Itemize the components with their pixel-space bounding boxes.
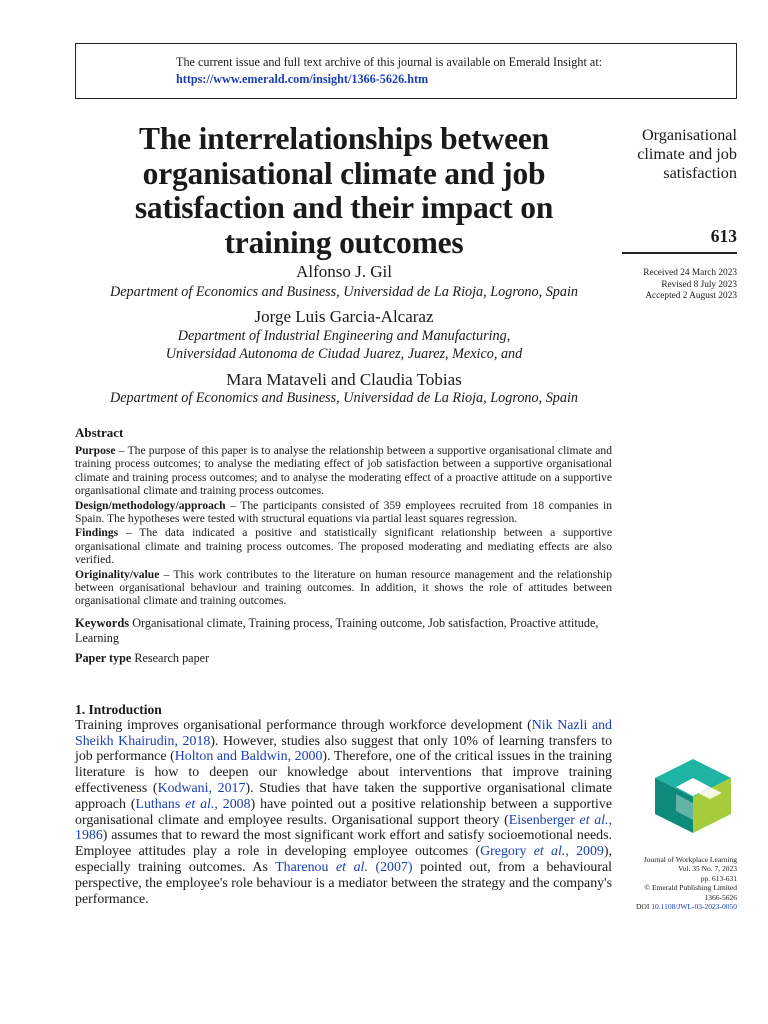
purpose-text: – The purpose of this paper is to analyse the relationship between a supportive organisational climate and training process outcomes; to analyse the mediating effect of job satisfaction between a supportive organisational climate and training process outcomes; and to analyse the moderating effect of a proactive attitude on a supportive organisational climate and training process outcomes.	[75, 444, 612, 497]
introduction-heading: 1. Introduction	[75, 702, 162, 717]
abstract-heading: Abstract	[75, 425, 124, 440]
design-label: Design/methodology/approach	[75, 498, 226, 512]
findings-text: – The data indicated a positive and statistically significant relationship between a supportive organisational climate and training process outcomes. The proposed moderating and mediating effects are also verified.	[75, 526, 612, 566]
journal-url-link[interactable]: https://www.emerald.com/insight/1366-5626.htm	[176, 72, 429, 86]
citation-link-holton[interactable]: Holton and Baldwin, 2000	[174, 749, 323, 765]
citation-year: , 2008	[214, 796, 251, 812]
abstract-design	[75, 499, 612, 525]
author-name-2: Jorge Luis Garcia-Alcaraz	[254, 307, 434, 326]
intro-text: pointed out, from a behavioural perspective, the employee's role behaviour is a mediator between the strategy and the company's performance.	[75, 859, 613, 907]
journal-issn: 1366-5626	[704, 892, 737, 902]
page-number: 613	[710, 226, 737, 246]
notice-text: The current issue and full text archive of this journal is available on Emerald Insight at:	[176, 55, 603, 69]
citation-etal: et al.	[579, 812, 609, 828]
journal-doi	[612, 902, 737, 911]
findings-label: Findings	[75, 526, 119, 540]
abstract-block	[75, 426, 612, 666]
introduction-section	[75, 702, 612, 907]
journal-notice-box	[75, 43, 737, 99]
citation-link-kodwani[interactable]: Kodwani, 2017	[157, 780, 246, 796]
intro-text: ). Studies that have taken the supportive organisational climate approach (	[75, 780, 612, 812]
received-dates	[612, 268, 737, 303]
design-text: – The participants consisted of 359 employees recruited from 18 companies in Spain. The hypotheses were tested with structural equations via partial least squares regression.	[75, 498, 612, 525]
citation-author: Eisenberger	[508, 812, 580, 828]
intro-text: ). Therefore, one of the critical issues in the training literature is how to deepen our knowledge about interventions that improve training effectiveness (	[75, 749, 613, 796]
abstract-originality	[75, 568, 612, 608]
author-affiliation-2a: Department of Industrial Engineering and Manufacturing,	[177, 328, 511, 344]
intro-text: ). However, studies also suggest that only 10% of learning transfers to job performance (	[75, 733, 613, 765]
originality-label: Originality/value	[75, 567, 160, 581]
keywords	[75, 616, 612, 645]
author-name-3: Mara Mataveli and Claudia Tobias	[226, 370, 462, 389]
citation-year: , 2009	[565, 844, 604, 860]
citation-year: , 1986	[75, 812, 613, 844]
journal-name: Journal of Workplace Learning	[643, 855, 737, 864]
journal-copyright: © Emerald Publishing Limited	[644, 883, 737, 893]
doi-link[interactable]: 10.1108/JWL-03-2023-0050	[651, 902, 737, 912]
citation-link-luthans[interactable]	[135, 797, 250, 812]
author-affiliation-3: Department of Economics and Business, Universidad de La Rioja, Logrono, Spain	[109, 390, 579, 406]
emerald-logo-icon	[646, 758, 740, 834]
author-affiliation-1: Department of Economics and Business, Universidad de La Rioja, Logrono, Spain	[109, 284, 579, 300]
keywords-label: Keywords	[75, 616, 130, 631]
article-title: The interrelationships between organisational climate and job satisfaction and their impact on training outcomes	[134, 121, 554, 260]
date-received: Received 24 March 2023	[643, 268, 737, 278]
intro-text: ) have pointed out a positive relationship between a supportive organisational climate and employee results. Organisational support theory (	[75, 796, 612, 828]
margin-rule	[622, 252, 737, 254]
journal-info	[612, 855, 737, 911]
citation-author: Tharenou	[275, 859, 336, 875]
abstract-purpose	[75, 444, 612, 497]
paper-type-label: Paper type	[75, 651, 132, 666]
introduction-paragraph	[75, 718, 612, 908]
date-accepted: Accepted 2 August 2023	[645, 291, 737, 301]
running-head: Organisational climate and job satisfaction	[637, 126, 737, 182]
doi-label: DOI	[636, 902, 652, 912]
intro-text: ), especially training outcomes. As	[75, 844, 612, 875]
citation-link-gregory[interactable]	[480, 844, 604, 859]
journal-pages: pp. 613-631	[700, 873, 737, 883]
citation-etal: et al.	[336, 859, 368, 875]
citation-etal: et al.	[185, 796, 215, 812]
citation-author: Gregory	[480, 844, 534, 860]
keywords-text: Organisational climate, Training process, Training outcome, Job satisfaction, Proactive attitude, Learning	[75, 616, 599, 645]
author-name-1: Alfonso J. Gil	[296, 262, 392, 281]
citation-etal: et al.	[533, 844, 566, 860]
paper-type	[75, 651, 612, 666]
author-affiliation-2b: Universidad Autonoma de Ciudad Juarez, Juarez, Mexico, and	[165, 346, 523, 362]
abstract-findings	[75, 526, 612, 566]
date-revised: Revised 8 July 2023	[661, 279, 737, 290]
citation-year: (2007)	[367, 859, 413, 875]
citation-author: Luthans	[135, 796, 186, 812]
intro-text: ) assumes that to reward the most significant work effort and satisfy socioemotional needs. Employee attitudes play a role in developing employee outcomes (	[75, 828, 612, 860]
originality-text: – This work contributes to the literature on human resource management and the relationship between organisational behaviour and training outcomes. In addition, it shows the role of attitudes between organisational climate and training outcomes.	[75, 567, 612, 607]
purpose-label: Purpose	[75, 444, 116, 458]
citation-link-tharenou[interactable]	[275, 860, 412, 875]
intro-text: Training improves organisational performance through workforce development (	[75, 717, 532, 733]
journal-volume: Vol. 35 No. 7, 2023	[678, 864, 737, 874]
citation-link-nik-nazli[interactable]: Nik Nazli and Sheikh Khairudin, 2018	[75, 717, 613, 749]
paper-type-text: Research paper	[131, 651, 210, 666]
